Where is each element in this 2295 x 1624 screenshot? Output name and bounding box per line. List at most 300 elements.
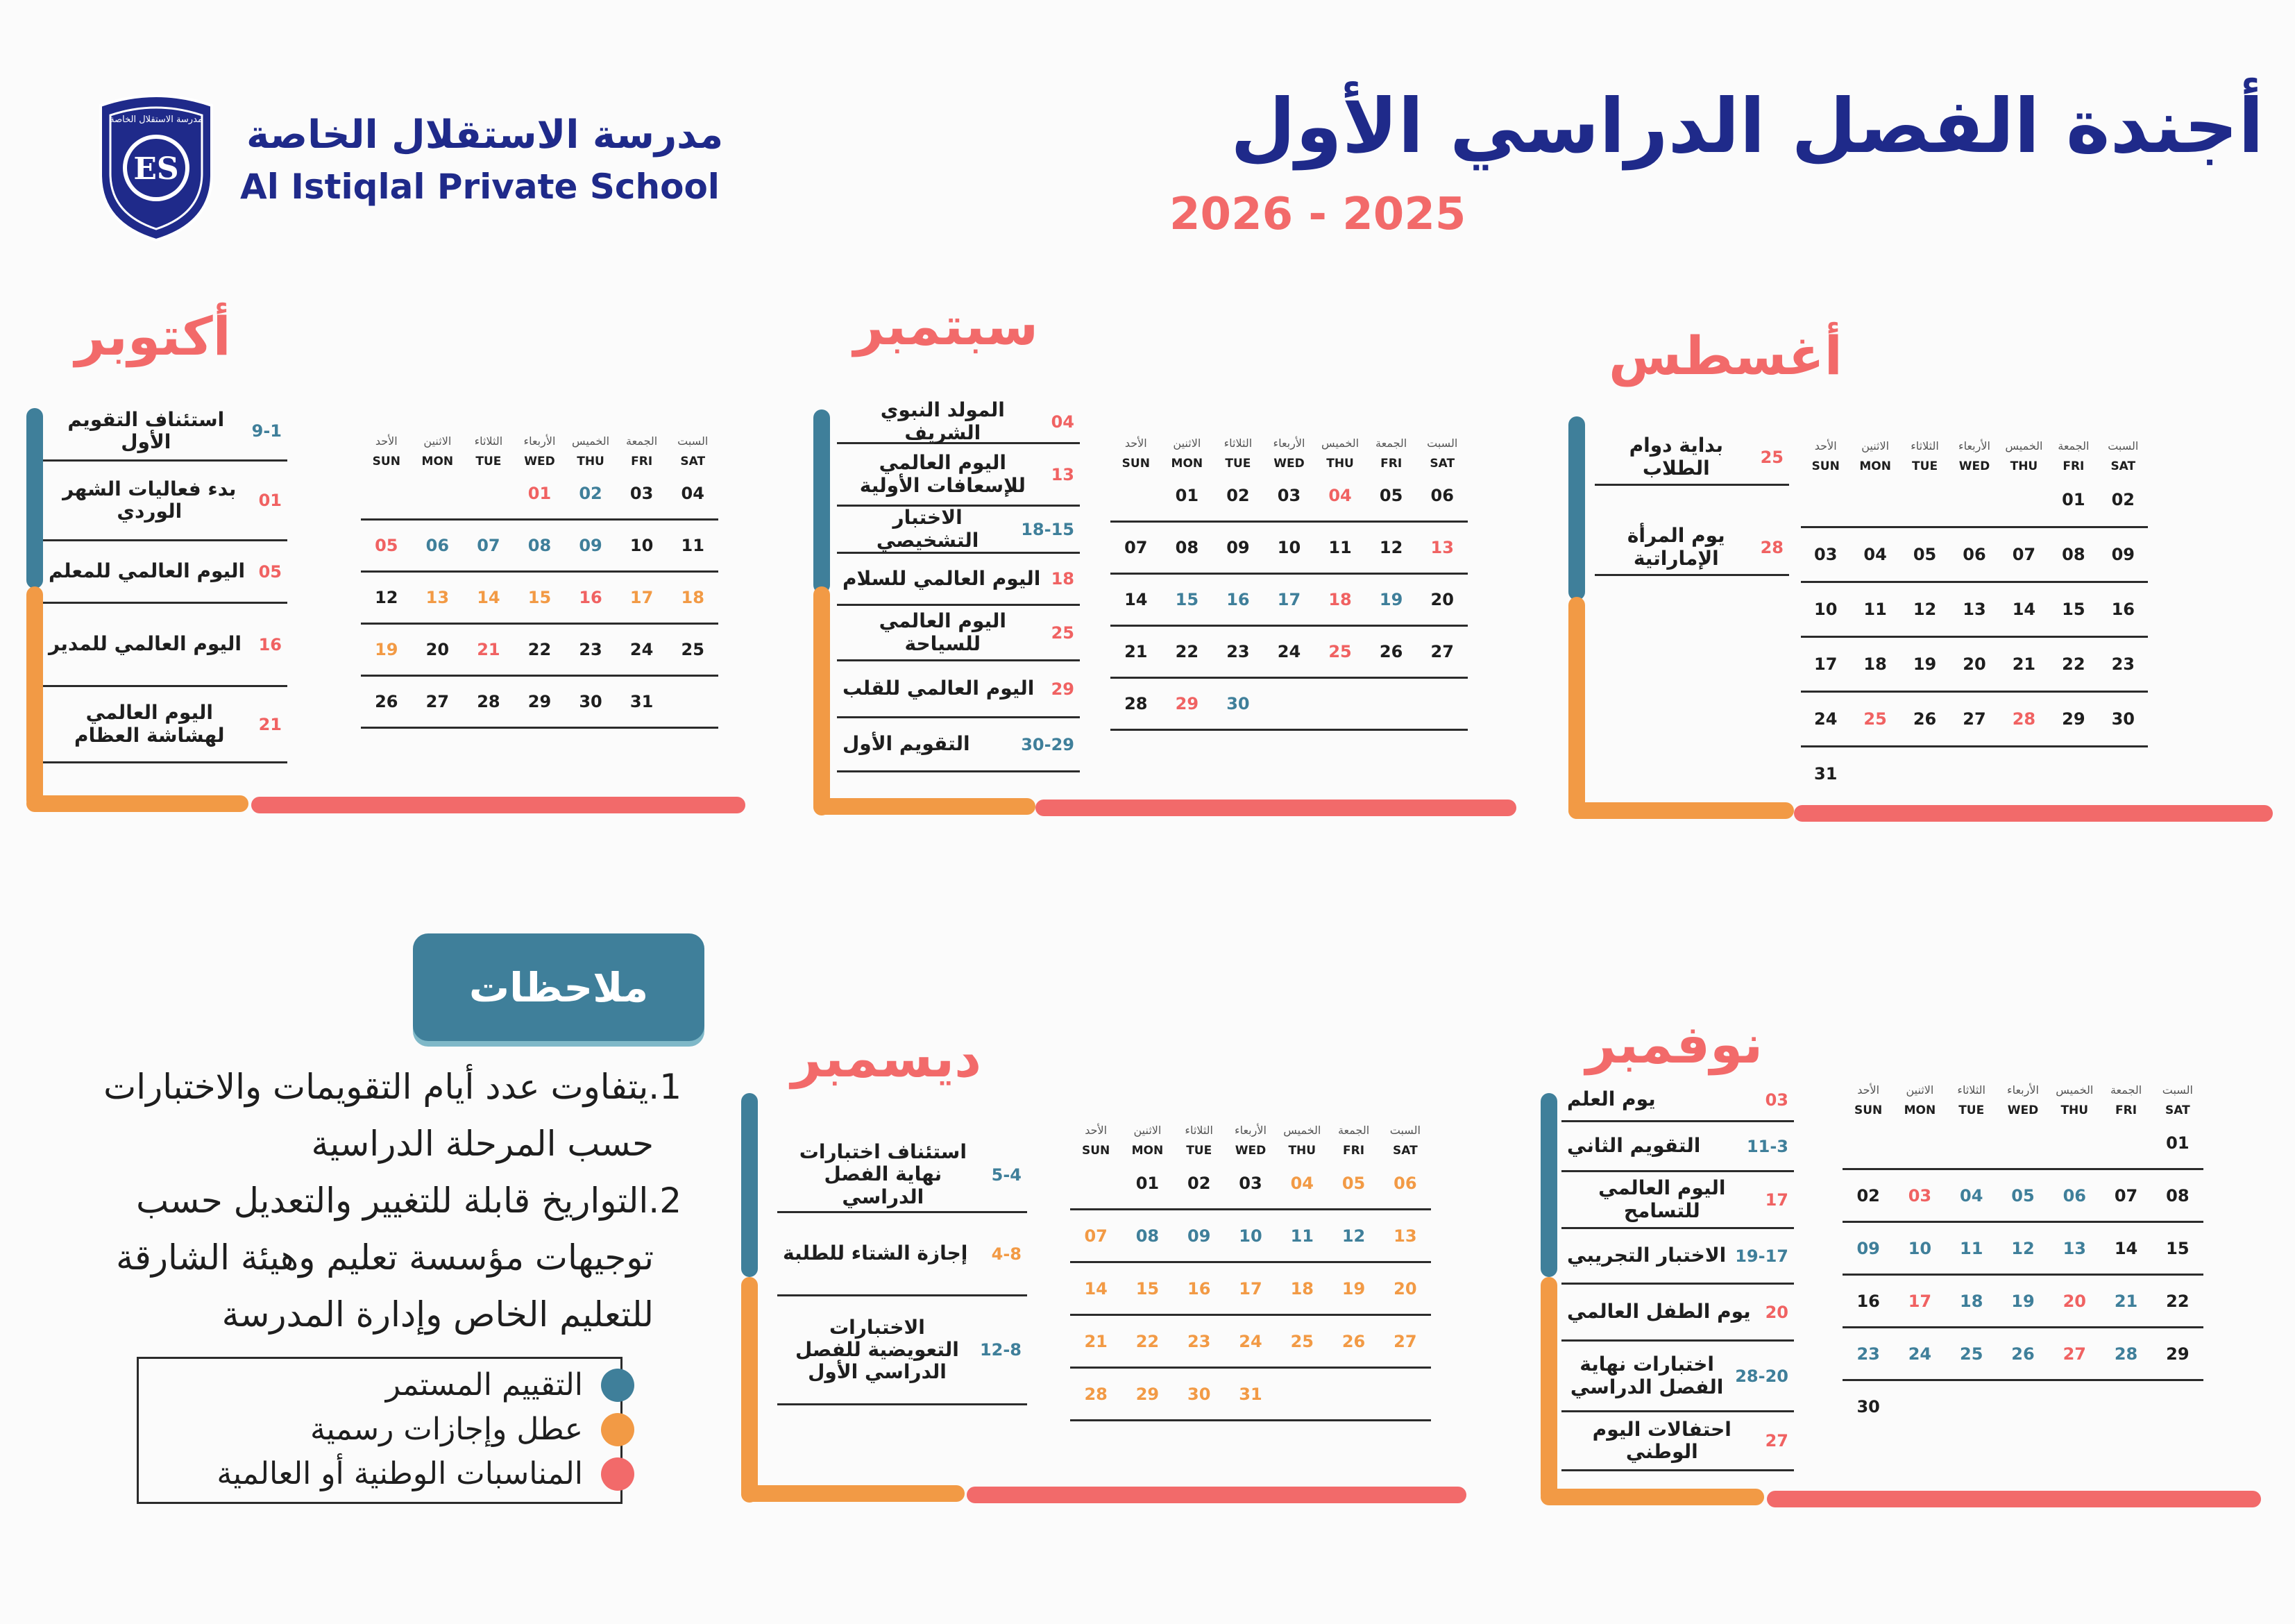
event-day: 19-17 [1735, 1246, 1788, 1266]
calendar-day: 30 [1856, 1396, 1880, 1416]
calendar-day: 19 [375, 640, 398, 659]
legend-dot-blue [601, 1369, 634, 1402]
calendar-day: 03 [1814, 545, 1838, 564]
calendar-day: 26 [1341, 1331, 1366, 1351]
weekday-label: الاثنين MON [1904, 1083, 1936, 1117]
calendar-day: 29 [527, 692, 552, 711]
calendar-day: 09 [1187, 1226, 1211, 1246]
calendar-day: 04 [1863, 545, 1887, 564]
weekday-label: الأحد SUN [372, 434, 400, 468]
august-holiday-base [1568, 802, 1794, 819]
weekday-label: الأربعاء WED [1235, 1124, 1267, 1158]
calendar-august [1801, 425, 2148, 800]
calendar-week [1110, 471, 1468, 523]
calendar-day: 28 [477, 692, 500, 711]
calendar-week [1843, 1223, 2203, 1276]
event-day: 9-1 [251, 421, 282, 441]
calendar-day: 30 [1226, 694, 1250, 713]
calendar-day: 22 [2062, 654, 2085, 674]
event-item [837, 606, 1080, 661]
event-day: 25 [1051, 623, 1074, 643]
school-name-english: Al Istiqlal Private School [240, 167, 720, 207]
event-item [1561, 1079, 1794, 1122]
august-events [1595, 430, 1789, 576]
calendar-day: 03 [1908, 1185, 1932, 1206]
event-item [1561, 1342, 1794, 1412]
calendar-day: 08 [1135, 1226, 1160, 1246]
calendar-week [1801, 747, 2148, 800]
weekday-label: الجمعة FRI [1375, 437, 1407, 471]
calendar-day: 27 [2063, 1344, 2086, 1364]
event-item [43, 541, 287, 604]
event-name: الاختبارات التعويضية للفصل الدراسي الأول [795, 1315, 959, 1384]
calendar-day: 18 [1290, 1278, 1314, 1299]
event-name: اليوم العالمي لهشاشة العظام [74, 701, 225, 747]
weekday-label: الخميس THU [2005, 439, 2043, 473]
calendar-week [1801, 583, 2148, 638]
calendar-day: 31 [1239, 1384, 1262, 1404]
event-item [837, 554, 1080, 606]
event-name: اليوم العالمي للقلب [842, 677, 1035, 700]
event-item [1561, 1285, 1794, 1342]
notes-heading: ملاحظات [413, 933, 704, 1041]
event-item [1561, 1172, 1794, 1229]
calendar-day: 22 [527, 640, 552, 659]
weekday-label: السبت SAT [2162, 1083, 2193, 1117]
weekday-header [1801, 425, 2148, 473]
calendar-day: 04 [1960, 1185, 1983, 1206]
event-item [837, 718, 1080, 772]
weekday-label: الأربعاء WED [1273, 437, 1305, 471]
calendar-day: 01 [1135, 1173, 1160, 1193]
calendar-day: 21 [1124, 642, 1148, 661]
event-name: يوم المرأة الإماراتية [1627, 524, 1725, 570]
calendar-day: 24 [1908, 1344, 1932, 1364]
calendar-day: 21 [2012, 654, 2036, 674]
weekday-label: الاثنين MON [1171, 437, 1203, 471]
calendar-day: 15 [2062, 600, 2085, 619]
calendar-day: 10 [1814, 600, 1838, 619]
event-day: 01 [258, 491, 282, 510]
calendar-day: 15 [1135, 1278, 1160, 1299]
weekday-label: الجمعة FRI [2058, 439, 2090, 473]
calendar-day: 06 [1394, 1173, 1417, 1193]
event-day: 28-20 [1735, 1366, 1788, 1386]
weekday-label: السبت SAT [1389, 1124, 1421, 1158]
september-holiday-bar [813, 586, 830, 815]
calendar-day: 03 [629, 484, 654, 503]
calendar-week [1070, 1263, 1431, 1316]
calendar-day: 06 [1430, 486, 1454, 505]
weekday-label: الأربعاء WED [2007, 1083, 2039, 1117]
weekday-label: الثلاثاء TUE [1911, 439, 1939, 473]
calendar-day: 17 [1277, 590, 1301, 609]
weekday-label: الجمعة FRI [1337, 1124, 1370, 1158]
calendar-day: 10 [1908, 1238, 1932, 1258]
calendar-week [1110, 627, 1468, 679]
legend-label: المناسبات الوطنية أو العالمية [217, 1456, 583, 1491]
legend [137, 1357, 623, 1504]
weekday-label: الخميس THU [572, 434, 610, 468]
legend-item-assessment [386, 1367, 634, 1403]
calendar-day: 24 [1277, 642, 1301, 661]
calendar-day: 02 [2111, 490, 2135, 509]
calendar-day: 07 [2114, 1185, 2138, 1206]
calendar-day: 25 [1863, 709, 1887, 729]
calendar-day: 11 [681, 536, 704, 555]
calendar-day: 20 [1394, 1278, 1417, 1299]
december-holiday-bar [741, 1277, 758, 1503]
calendar-week [1110, 575, 1468, 627]
weekday-label: الاثنين MON [421, 434, 454, 468]
calendar-day: 10 [629, 536, 654, 555]
event-item [837, 398, 1080, 444]
calendar-day: 18 [1863, 654, 1887, 674]
month-title-october: أكتوبر [75, 305, 231, 367]
note-line: توجيهات مؤسسة تعليم وهيئة الشارقة [116, 1237, 654, 1278]
calendar-day: 03 [1239, 1173, 1262, 1193]
calendar-day: 15 [527, 588, 552, 607]
logo-ring-text: مدرسة الاستقلال الخاصة [110, 115, 203, 125]
event-item [43, 462, 287, 541]
calendar-day: 09 [579, 536, 602, 555]
november-assessment-bar [1541, 1093, 1557, 1277]
calendar-day: 12 [1341, 1226, 1366, 1246]
legend-item-occasions [217, 1456, 634, 1491]
august-holiday-bar [1568, 597, 1585, 819]
event-name: الاختبار التشخيصي [876, 506, 979, 552]
calendar-day: 20 [1430, 590, 1454, 609]
calendar-day: 30 [2111, 709, 2135, 729]
calendar-week [361, 573, 718, 625]
october-holiday-bar [26, 586, 43, 809]
calendar-day: 02 [579, 484, 602, 503]
calendar-day: 25 [1290, 1331, 1314, 1351]
calendar-day: 22 [2166, 1291, 2190, 1311]
calendar-week [1801, 693, 2148, 747]
calendar-day: 09 [1226, 538, 1250, 557]
calendar-week [1843, 1381, 2203, 1432]
event-item [43, 687, 287, 763]
legend-dot-red [601, 1457, 634, 1491]
weekday-label: الثلاثاء TUE [1185, 1124, 1213, 1158]
event-item [777, 1296, 1027, 1405]
event-name: استئناف اختبارات نهاية الفصل الدراسي [799, 1140, 967, 1208]
event-name: استئناف التقويم الأول [67, 407, 225, 453]
event-name: اليوم العالمي للمدير [49, 632, 242, 656]
calendar-day: 29 [1135, 1384, 1160, 1404]
notes-text [29, 1058, 681, 1343]
event-day: 05 [258, 561, 282, 582]
september-assessment-bar [813, 409, 830, 593]
calendar-day: 26 [1913, 709, 1937, 729]
calendar-day: 16 [1226, 590, 1250, 609]
calendar-day: 01 [2062, 490, 2085, 509]
event-day: 11-3 [1746, 1136, 1788, 1156]
month-title-november: نوفمبر [1586, 1013, 1763, 1075]
event-item [837, 507, 1080, 554]
calendar-day: 13 [425, 588, 450, 607]
note-line: للتعليم الخاص وإدارة المدرسة [221, 1294, 654, 1335]
calendar-day: 22 [1175, 642, 1199, 661]
november-events [1561, 1079, 1794, 1471]
event-name: اختبارات نهاية الفصل الدراسي [1570, 1353, 1724, 1398]
december-events [777, 1138, 1027, 1405]
calendar-week [361, 677, 718, 729]
calendar-day: 26 [375, 692, 398, 711]
calendar-september [1110, 422, 1468, 731]
calendar-day: 19 [1379, 590, 1403, 609]
calendar-day: 09 [1856, 1238, 1880, 1258]
event-item [43, 403, 287, 462]
month-title-august: أغسطس [1609, 325, 1843, 387]
event-day: 04 [1051, 412, 1074, 432]
calendar-week [1110, 523, 1468, 575]
calendar-day: 07 [2012, 545, 2036, 564]
weekday-label: الأربعاء WED [1958, 439, 1990, 473]
weekday-label: الأحد SUN [1854, 1083, 1883, 1117]
weekday-header [1110, 422, 1468, 471]
event-day: 03 [1765, 1090, 1788, 1110]
calendar-day: 25 [1328, 642, 1352, 661]
calendar-day: 02 [1856, 1185, 1880, 1206]
calendar-day: 18 [681, 588, 704, 607]
calendar-day: 08 [2062, 545, 2085, 564]
calendar-week [1843, 1170, 2203, 1223]
weekday-label: الخميس THU [1321, 437, 1360, 471]
event-item [1561, 1412, 1794, 1471]
event-day: 28 [1760, 537, 1784, 557]
calendar-day: 28 [2114, 1344, 2138, 1364]
december-occasions-base [967, 1487, 1466, 1503]
event-day: 18-15 [1021, 519, 1074, 539]
event-name: إجازة الشتاء للطلبة [783, 1242, 968, 1265]
calendar-day: 14 [2012, 600, 2036, 619]
calendar-day: 21 [2114, 1291, 2138, 1311]
calendar-day: 02 [1187, 1173, 1211, 1193]
event-day: 29 [1051, 679, 1074, 699]
calendar-day: 14 [2114, 1238, 2138, 1258]
calendar-day: 11 [1290, 1226, 1314, 1246]
event-day: 12-8 [979, 1340, 1022, 1360]
event-name: بداية دوام الطلاب [1629, 434, 1723, 480]
calendar-week [1110, 679, 1468, 731]
event-day: 18 [1051, 569, 1074, 589]
calendar-day: 05 [375, 536, 398, 555]
calendar-day: 19 [2011, 1291, 2035, 1311]
calendar-day: 24 [1814, 709, 1838, 729]
calendar-day: 15 [1175, 590, 1199, 609]
calendar-day: 04 [681, 484, 704, 503]
calendar-day: 22 [1135, 1331, 1160, 1351]
calendar-day: 18 [1960, 1291, 1983, 1311]
calendar-day: 06 [425, 536, 450, 555]
weekday-label: الخميس THU [2056, 1083, 2094, 1117]
november-holiday-bar [1541, 1277, 1557, 1503]
weekday-label: الثلاثاء TUE [1957, 1083, 1985, 1117]
calendar-day: 11 [1863, 600, 1887, 619]
calendar-day: 23 [2111, 654, 2135, 674]
event-item [777, 1213, 1027, 1296]
calendar-week [1801, 638, 2148, 693]
weekday-label: الثلاثاء TUE [1223, 437, 1253, 471]
page-title: أجندة الفصل الدراسي الأول [1230, 83, 2264, 170]
event-day: 27 [1765, 1431, 1788, 1450]
september-holiday-base [813, 798, 1035, 815]
event-name: الاختبار التجريبي [1567, 1244, 1727, 1267]
calendar-day: 25 [1960, 1344, 1983, 1364]
weekday-label: السبت SAT [1427, 437, 1458, 471]
calendar-day: 31 [1814, 764, 1838, 784]
calendar-day: 28 [1124, 694, 1148, 713]
calendar-day: 10 [1277, 538, 1301, 557]
weekday-label: الأربعاء WED [523, 434, 556, 468]
calendar-day: 23 [1187, 1331, 1211, 1351]
event-day: 21 [258, 714, 282, 734]
weekday-label: الاثنين MON [1859, 439, 1891, 473]
calendar-day: 24 [629, 640, 654, 659]
october-occasions-base [251, 797, 745, 813]
calendar-day: 12 [1913, 600, 1937, 619]
month-title-december: ديسمبر [791, 1027, 982, 1089]
calendar-day: 23 [1226, 642, 1250, 661]
event-item [777, 1138, 1027, 1213]
calendar-day: 18 [1328, 590, 1352, 609]
weekday-label: الأحد SUN [1082, 1124, 1110, 1158]
calendar-week [1801, 473, 2148, 528]
calendar-day: 21 [1084, 1331, 1108, 1351]
calendar-day: 16 [1187, 1278, 1211, 1299]
calendar-day: 15 [2166, 1238, 2190, 1258]
calendar-day: 20 [425, 640, 450, 659]
calendar-day: 14 [1084, 1278, 1108, 1299]
september-occasions-base [1035, 800, 1516, 816]
calendar-day: 06 [1963, 545, 1986, 564]
august-assessment-bar [1568, 416, 1585, 600]
calendar-week [1070, 1158, 1431, 1210]
calendar-day: 20 [1963, 654, 1986, 674]
calendar-day: 13 [1430, 538, 1454, 557]
weekday-label: الخميس THU [1283, 1124, 1321, 1158]
event-day: 17 [1765, 1190, 1788, 1210]
legend-item-holidays [310, 1412, 634, 1447]
calendar-day: 14 [1124, 590, 1148, 609]
calendar-day: 02 [1226, 486, 1250, 505]
calendar-day: 21 [477, 640, 500, 659]
calendar-day: 01 [2166, 1133, 2190, 1153]
calendar-day: 29 [2166, 1344, 2190, 1364]
event-name: اليوم العالمي للتسامح [1598, 1176, 1726, 1222]
calendar-day: 19 [1913, 654, 1937, 674]
weekday-label: الجمعة FRI [2110, 1083, 2142, 1117]
calendar-day: 28 [2012, 709, 2036, 729]
event-item [1595, 521, 1789, 576]
weekday-label: الثلاثاء TUE [474, 434, 503, 468]
calendar-day: 29 [2062, 709, 2085, 729]
calendar-day: 23 [579, 640, 602, 659]
event-name: اليوم العالمي للسياحة [879, 609, 1006, 655]
event-day: 30-29 [1021, 734, 1074, 754]
weekday-label: الأحد SUN [1811, 439, 1840, 473]
calendar-week [1070, 1369, 1431, 1421]
weekday-label: الاثنين MON [1131, 1124, 1164, 1158]
legend-dot-orange [601, 1413, 634, 1446]
calendar-week [1843, 1328, 2203, 1381]
event-item [1595, 430, 1789, 486]
event-day: 5-4 [991, 1165, 1022, 1185]
october-events [43, 403, 287, 763]
calendar-day: 27 [1394, 1331, 1417, 1351]
calendar-week [1843, 1276, 2203, 1328]
calendar-day: 09 [2111, 545, 2135, 564]
december-assessment-bar [741, 1093, 758, 1277]
calendar-day: 14 [477, 588, 500, 607]
event-item [1561, 1229, 1794, 1285]
calendar-day: 30 [1187, 1384, 1211, 1404]
note-line: حسب المرحلة الدراسية [311, 1124, 654, 1164]
calendar-day: 05 [1913, 545, 1937, 564]
calendar-day: 05 [1341, 1173, 1366, 1193]
calendar-week [1801, 528, 2148, 583]
calendar-day: 13 [2063, 1238, 2086, 1258]
school-name-arabic: مدرسة الاستقلال الخاصة [246, 112, 724, 158]
event-name: احتفالات اليوم الوطني [1592, 1417, 1731, 1463]
august-occasions-base [1794, 805, 2273, 822]
event-name: يوم الطفل العالمي [1567, 1300, 1751, 1323]
calendar-week [1070, 1210, 1431, 1263]
event-name: المولد النبوي الشريف [880, 398, 1005, 444]
calendar-day: 11 [1328, 538, 1352, 557]
calendar-day: 25 [681, 640, 704, 659]
calendar-day: 06 [2063, 1185, 2086, 1206]
calendar-day: 24 [1239, 1331, 1262, 1351]
legend-label: التقييم المستمر [385, 1367, 583, 1403]
weekday-label: السبت SAT [2108, 439, 2139, 473]
event-name: يوم العلم [1567, 1088, 1656, 1111]
calendar-day: 23 [1856, 1344, 1880, 1364]
calendar-day: 26 [2011, 1344, 2035, 1364]
weekday-header [361, 420, 718, 468]
calendar-day: 27 [1430, 642, 1454, 661]
calendar-day: 17 [1814, 654, 1838, 674]
calendar-day: 08 [2166, 1185, 2190, 1206]
event-item [43, 604, 287, 687]
calendar-day: 04 [1290, 1173, 1314, 1193]
calendar-day: 01 [527, 484, 552, 503]
calendar-day: 08 [527, 536, 552, 555]
calendar-day: 19 [1341, 1278, 1366, 1299]
calendar-november [1843, 1069, 2203, 1432]
calendar-day: 17 [1239, 1278, 1262, 1299]
event-day: 25 [1760, 447, 1784, 467]
calendar-week [361, 521, 718, 573]
weekday-header [1070, 1109, 1431, 1158]
calendar-week [1070, 1316, 1431, 1369]
calendar-day: 31 [629, 692, 654, 711]
academic-year: 2026 - 2025 [1169, 189, 1466, 240]
calendar-day: 13 [1963, 600, 1986, 619]
november-holiday-base [1541, 1489, 1764, 1505]
note-line: 1.يتفاوت عدد أيام التقويمات والاختبارات [103, 1067, 681, 1107]
event-day: 13 [1051, 464, 1074, 484]
event-item [837, 444, 1080, 507]
calendar-day: 16 [2111, 600, 2135, 619]
calendar-day: 27 [425, 692, 450, 711]
calendar-day: 10 [1239, 1226, 1262, 1246]
calendar-day: 11 [1960, 1238, 1983, 1258]
calendar-day: 07 [1124, 538, 1148, 557]
october-holiday-base [26, 795, 248, 812]
